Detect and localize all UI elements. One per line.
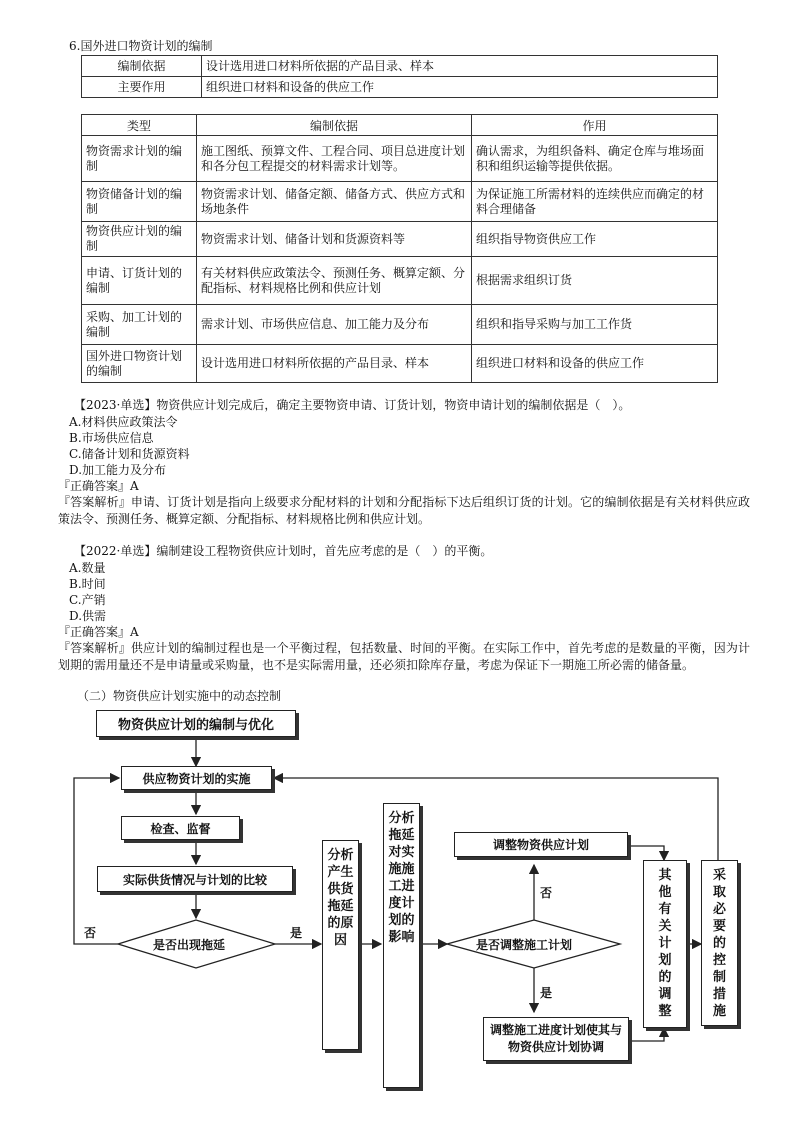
option-a: A.材料供应政策法令	[69, 415, 178, 429]
delay-decision-label: 是否出现拖延	[153, 938, 226, 952]
table-cell: 物资需求计划的编制	[82, 136, 197, 182]
subsection-title: （二）物资供应计划实施中的动态控制	[77, 689, 282, 703]
table-cell: 设计选用进口材料所依据的产品目录、样本	[202, 56, 718, 77]
yes-label: 是	[540, 986, 553, 1000]
table-cell: 设计选用进口材料所依据的产品目录、样本	[197, 345, 472, 383]
flow-step-measures: 采取必要的控制措施	[701, 860, 738, 1026]
question-2023: 【2023·单选】物资供应计划完成后，确定主要物资申请、订货计划，物资申请计划的编制依据是（ ）。	[74, 398, 631, 412]
no-label: 否	[84, 926, 97, 940]
answer-analysis: 『答案解析』供应计划的编制过程也是一个平衡过程，包括数量、时间的平衡。在实际工作中，首先考虑的是数量的平衡，因为计划期的需用量还不是申请量或采购量，也不是实际需用量，还必须扣除库存量，考虑为保证下一期施工所必需的储备量。	[58, 641, 750, 672]
table-cell: 组织和指导采购与加工工作货	[472, 305, 718, 345]
option-c: C.产销	[69, 593, 106, 607]
section-title: 6.国外进口物资计划的编制	[69, 39, 213, 53]
table-cell: 物资储备计划的编制	[82, 182, 197, 222]
table-cell: 编制依据	[82, 56, 202, 77]
yes-label: 是	[290, 926, 303, 940]
table-cell: 主要作用	[82, 77, 202, 98]
table-cell: 物资需求计划、储备计划和货源资料等	[197, 222, 472, 257]
flow-step-adjust-supply: 调整物资供应计划	[454, 832, 628, 857]
flow-step-check: 检查、监督	[121, 816, 240, 840]
flow-step-impact: 分析拖延对实施施工进度计划的影响	[383, 803, 420, 1088]
option-d: D.加工能力及分布	[69, 463, 167, 477]
no-label: 否	[540, 886, 553, 900]
table-cell: 为保证施工所需材料的连续供应而确定的材料合理储备	[472, 182, 718, 222]
adjust-decision-label: 是否调整施工计划	[476, 938, 573, 952]
flow-step-compare: 实际供货情况与计划的比较	[97, 866, 293, 892]
correct-answer: 『正确答案』A	[58, 625, 139, 639]
column-header: 编制依据	[197, 115, 472, 136]
column-header: 类型	[82, 115, 197, 136]
table-cell: 确认需求，为组织备料、确定仓库与堆场面积和组织运输等提供依据。	[472, 136, 718, 182]
option-b: B.市场供应信息	[69, 431, 154, 445]
option-c: C.储备计划和货源资料	[69, 447, 190, 461]
flow-step-implement: 供应物资计划的实施	[121, 766, 272, 790]
flow-step-other-plans: 其他有关计划的调整	[643, 860, 687, 1028]
flow-step-planning: 物资供应计划的编制与优化	[96, 710, 296, 737]
table-cell: 有关材料供应政策法令、预测任务、概算定额、分配指标、材料规格比例和供应计划	[197, 257, 472, 305]
correct-answer: 『正确答案』A	[58, 479, 139, 493]
table-cell: 采购、加工计划的编制	[82, 305, 197, 345]
table-cell: 根据需求组织订货	[472, 257, 718, 305]
table-cell: 组织指导物资供应工作	[472, 222, 718, 257]
option-b: B.时间	[69, 577, 106, 591]
table-cell: 物资供应计划的编制	[82, 222, 197, 257]
table-cell: 施工图纸、预算文件、工程合同、项目总进度计划和各分包工程提交的材料需求计划等。	[197, 136, 472, 182]
column-header: 作用	[472, 115, 718, 136]
flow-step-cause: 分析产生供货拖延的原因	[322, 840, 359, 1050]
flow-step-adjust-schedule: 调整施工进度计划使其与物资供应计划协调	[483, 1017, 629, 1061]
table-cell: 需求计划、市场供应信息、加工能力及分布	[197, 305, 472, 345]
table-cell: 组织进口材料和设备的供应工作	[202, 77, 718, 98]
table-cell: 申请、订货计划的编制	[82, 257, 197, 305]
option-a: A.数量	[69, 561, 106, 575]
answer-analysis: 『答案解析』申请、订货计划是指向上级要求分配材料的计划和分配指标下达后组织订货的计划。它的编制依据是有关材料供应政策法令、预测任务、概算定额、分配指标、材料规格比例和供应计划。	[58, 495, 750, 526]
table-cell: 物资需求计划、储备定额、储备方式、供应方式和场地条件	[197, 182, 472, 222]
table-cell: 国外进口物资计划的编制	[82, 345, 197, 383]
option-d: D.供需	[69, 609, 107, 623]
question-2022: 【2022·单选】编制建设工程物资供应计划时，首先应考虑的是（ ）的平衡。	[74, 544, 493, 558]
table-cell: 组织进口材料和设备的供应工作	[472, 345, 718, 383]
